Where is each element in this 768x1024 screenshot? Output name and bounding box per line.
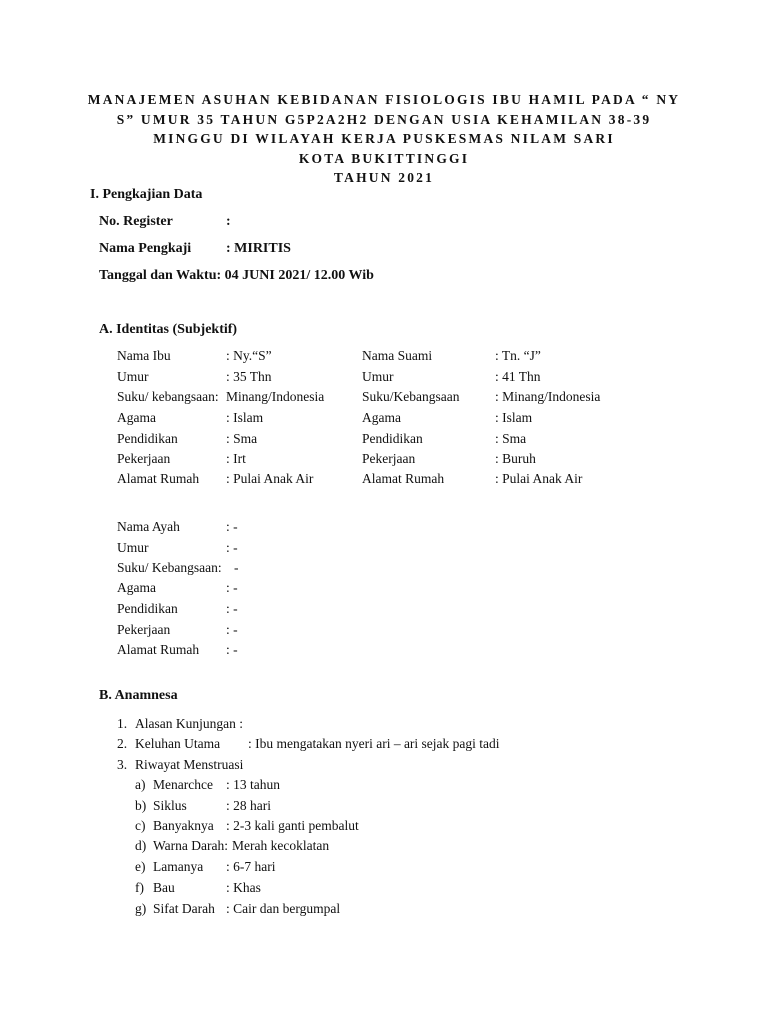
ayah-value: : - [226,601,238,616]
suami-label: Suku/Kebangsaan [362,389,460,404]
list-item-label: Keluhan Utama [135,736,221,751]
section-heading-pengkajian: I. Pengkajian Data [90,187,203,202]
sub-item-label: Menarchce [153,777,213,792]
sub-item-value: Merah kecoklatan [232,838,330,853]
suami-label: Pekerjaan [362,451,416,466]
title-line-2: S” UMUR 35 TAHUN G5P2A2H2 DENGAN USIA KEHAMILAN 38-39 [116,111,652,127]
ibu-value: : Islam [226,410,264,425]
ayah-label: Pekerjaan [117,622,171,637]
ayah-value: - [234,560,239,575]
sub-item-label: Banyaknya [153,818,214,833]
ayah-label: Agama [117,580,156,595]
ibu-value: : Irt [226,451,246,466]
sub-item-letter: d) [135,838,147,853]
register-label: No. Register [99,214,173,229]
ibu-value: : 35 Thn [226,369,272,384]
ibu-label: Pekerjaan [117,451,171,466]
sub-item-value: : Cair dan bergumpal [226,901,341,916]
ibu-value: : Ny.“S” [226,348,272,363]
sub-item-label: Siklus [153,798,187,813]
title-line-4: KOTA BUKITTINGGI [298,150,470,166]
suami-label: Pendidikan [362,431,423,446]
suami-value: : Buruh [495,451,536,466]
ibu-value: : Sma [226,431,258,446]
ibu-label: Pendidikan [117,431,178,446]
sub-item-value: : Khas [226,880,261,895]
ibu-value: Minang/Indonesia [226,389,325,404]
sub-item-letter: f) [135,880,144,895]
ayah-label: Pendidikan [117,601,178,616]
ayah-value: : - [226,540,238,555]
sub-item-letter: a) [135,777,146,792]
sub-item-value: : 2-3 kali ganti pembalut [226,818,359,833]
suami-label: Nama Suami [362,348,433,363]
ibu-value: : Pulai Anak Air [226,471,314,486]
list-item-label: Riwayat Menstruasi [135,757,244,772]
pengkaji-value: : MIRITIS [226,241,291,256]
suami-value: : 41 Thn [495,369,541,384]
document-title [80,90,688,188]
ayah-value: : - [226,519,238,534]
suami-value: : Islam [495,410,533,425]
title-line-5: TAHUN 2021 [333,170,435,185]
sub-item-label: Lamanya [153,859,204,874]
sub-item-value: : 28 hari [226,798,271,813]
suami-label: Umur [362,369,394,384]
section-heading-anamnesa: B. Anamnesa [99,688,178,703]
sub-item-label: Warna Darah: [153,838,228,853]
suami-value: : Sma [495,431,527,446]
sub-item-value: : 13 tahun [226,777,280,792]
ibu-label: Agama [117,410,156,425]
suami-value: : Minang/Indonesia [495,389,601,404]
list-number: 2. [117,736,128,751]
sub-item-letter: g) [135,901,147,916]
sub-item-letter: e) [135,859,146,874]
suami-label: Agama [362,410,401,425]
sub-item-value: : 6-7 hari [226,859,276,874]
ayah-label: Suku/ Kebangsaan: [117,560,222,575]
ayah-label: Umur [117,540,149,555]
pengkaji-label: Nama Pengkaji [99,241,192,256]
sub-item-letter: c) [135,818,146,833]
suami-value: : Pulai Anak Air [495,471,583,486]
suami-label: Alamat Rumah [362,471,445,486]
ayah-value: : - [226,622,238,637]
list-number: 3. [117,757,128,772]
title-line-3: MINGGU DI WILAYAH KERJA PUSKESMAS NILAM SARI [153,131,615,146]
title-line-1: MANAJEMEN ASUHAN KEBIDANAN FISIOLOGIS IBU HAMIL PADA “ NY [87,92,681,107]
ibu-label: Nama Ibu [117,348,171,363]
section-heading-identitas: A. Identitas (Subjektif) [99,322,238,337]
list-item-label: Alasan Kunjungan : [135,716,243,731]
ibu-label: Alamat Rumah [117,471,200,486]
list-number: 1. [117,716,128,731]
sub-item-letter: b) [135,798,147,813]
suami-value: : Tn. “J” [495,348,541,363]
tanggal-waktu: Tanggal dan Waktu: 04 JUNI 2021/ 12.00 Wib [99,268,374,283]
ibu-label: Umur [117,369,149,384]
ibu-label: Suku/ kebangsaan: [117,389,219,404]
ayah-label: Nama Ayah [117,519,180,534]
ayah-value: : - [226,580,238,595]
list-item-value: : Ibu mengatakan nyeri ari – ari sejak pagi tadi [248,736,500,751]
sub-item-label: Sifat Darah [153,901,215,916]
sub-item-label: Bau [153,880,175,895]
ayah-label: Alamat Rumah [117,642,200,657]
register-value: : [226,214,231,229]
ayah-value: : - [226,642,238,657]
